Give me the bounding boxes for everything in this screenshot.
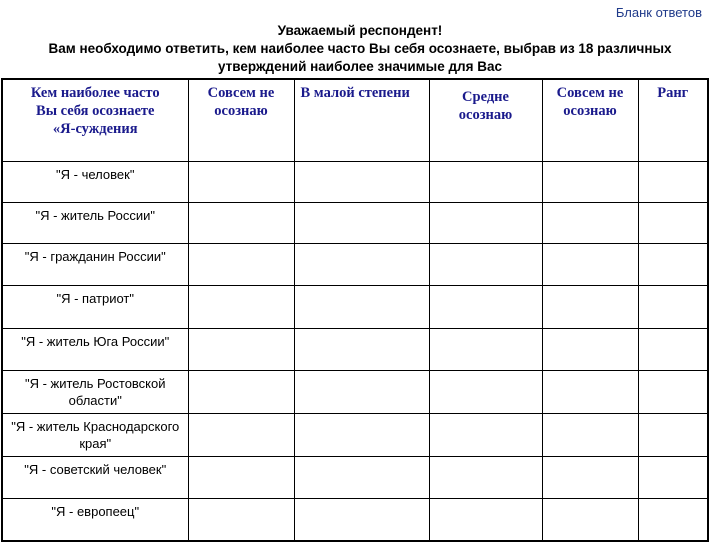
answer-cell[interactable] — [294, 498, 429, 541]
answer-cell[interactable] — [188, 285, 294, 328]
header-not-at-all-2: Совсем не осознаю — [542, 79, 638, 161]
answer-cell[interactable] — [542, 328, 638, 370]
answer-cell[interactable] — [638, 370, 708, 413]
answer-cell[interactable] — [638, 202, 708, 243]
statement-label: "Я - европеец" — [2, 498, 188, 541]
table-row — [2, 456, 708, 498]
statement-label: "Я - человек" — [2, 161, 188, 202]
answer-cell[interactable] — [294, 285, 429, 328]
heading-instruction-cont: утверждений наиболее значимые для Вас — [218, 59, 502, 74]
page-heading — [0, 22, 720, 76]
answer-cell[interactable] — [429, 202, 542, 243]
answer-table — [1, 78, 709, 542]
table-row — [2, 243, 708, 285]
header-not-at-all: Совсем не осознаю — [188, 79, 294, 161]
table-row — [2, 285, 708, 328]
statement-label: "Я - житель Краснодарского края" — [2, 413, 188, 456]
header-row — [2, 79, 708, 161]
answer-cell[interactable] — [638, 498, 708, 541]
answer-cell[interactable] — [638, 413, 708, 456]
statement-label: "Я - житель Юга России" — [2, 328, 188, 370]
answer-cell[interactable] — [188, 243, 294, 285]
header-statement: Кем наиболее часто Вы себя осознаете «Я-суждения — [2, 79, 188, 161]
answer-cell[interactable] — [429, 370, 542, 413]
answer-cell[interactable] — [542, 498, 638, 541]
table-row — [2, 498, 708, 541]
heading-instruction: Вам необходимо ответить, кем наиболее часто Вы себя осознаете, выбрав из 18 различных — [48, 41, 672, 56]
answer-cell[interactable] — [638, 456, 708, 498]
answer-cell[interactable] — [188, 161, 294, 202]
answer-cell[interactable] — [294, 328, 429, 370]
answer-cell[interactable] — [542, 243, 638, 285]
answer-cell[interactable] — [294, 456, 429, 498]
answer-cell[interactable] — [429, 413, 542, 456]
answer-cell[interactable] — [188, 413, 294, 456]
answer-cell[interactable] — [542, 413, 638, 456]
answer-cell[interactable] — [294, 161, 429, 202]
answer-form-label: Бланк ответов — [615, 5, 702, 20]
statement-label: "Я - гражданин России" — [2, 243, 188, 285]
answer-cell[interactable] — [294, 370, 429, 413]
answer-cell[interactable] — [188, 202, 294, 243]
answer-cell[interactable] — [429, 243, 542, 285]
table-row — [2, 370, 708, 413]
heading-greeting: Уважаемый респондент! — [277, 23, 443, 38]
answer-cell[interactable] — [294, 243, 429, 285]
answer-cell[interactable] — [188, 498, 294, 541]
answer-cell[interactable] — [429, 456, 542, 498]
answer-cell[interactable] — [188, 328, 294, 370]
answer-cell[interactable] — [542, 202, 638, 243]
answer-cell[interactable] — [188, 370, 294, 413]
answer-cell[interactable] — [542, 285, 638, 328]
answer-cell[interactable] — [638, 161, 708, 202]
answer-cell[interactable] — [294, 202, 429, 243]
statement-label: "Я - советский человек" — [2, 456, 188, 498]
statement-label: "Я - житель России" — [2, 202, 188, 243]
answer-cell[interactable] — [429, 498, 542, 541]
answer-cell[interactable] — [638, 285, 708, 328]
answer-cell[interactable] — [542, 456, 638, 498]
answer-cell[interactable] — [638, 243, 708, 285]
table-row — [2, 161, 708, 202]
answer-cell[interactable] — [294, 413, 429, 456]
answer-cell[interactable] — [638, 328, 708, 370]
table-row — [2, 413, 708, 456]
answer-cell[interactable] — [542, 370, 638, 413]
table-row — [2, 328, 708, 370]
answer-cell[interactable] — [429, 161, 542, 202]
answer-cell[interactable] — [429, 328, 542, 370]
header-slightly: В малой степени — [294, 79, 429, 161]
answer-cell[interactable] — [542, 161, 638, 202]
statement-label: "Я - житель Ростовской области" — [2, 370, 188, 413]
answer-cell[interactable] — [429, 285, 542, 328]
header-moderately: Средне осознаю — [429, 79, 542, 161]
statement-label: "Я - патриот" — [2, 285, 188, 328]
table-row — [2, 202, 708, 243]
answer-cell[interactable] — [188, 456, 294, 498]
header-rank: Ранг — [638, 79, 708, 161]
